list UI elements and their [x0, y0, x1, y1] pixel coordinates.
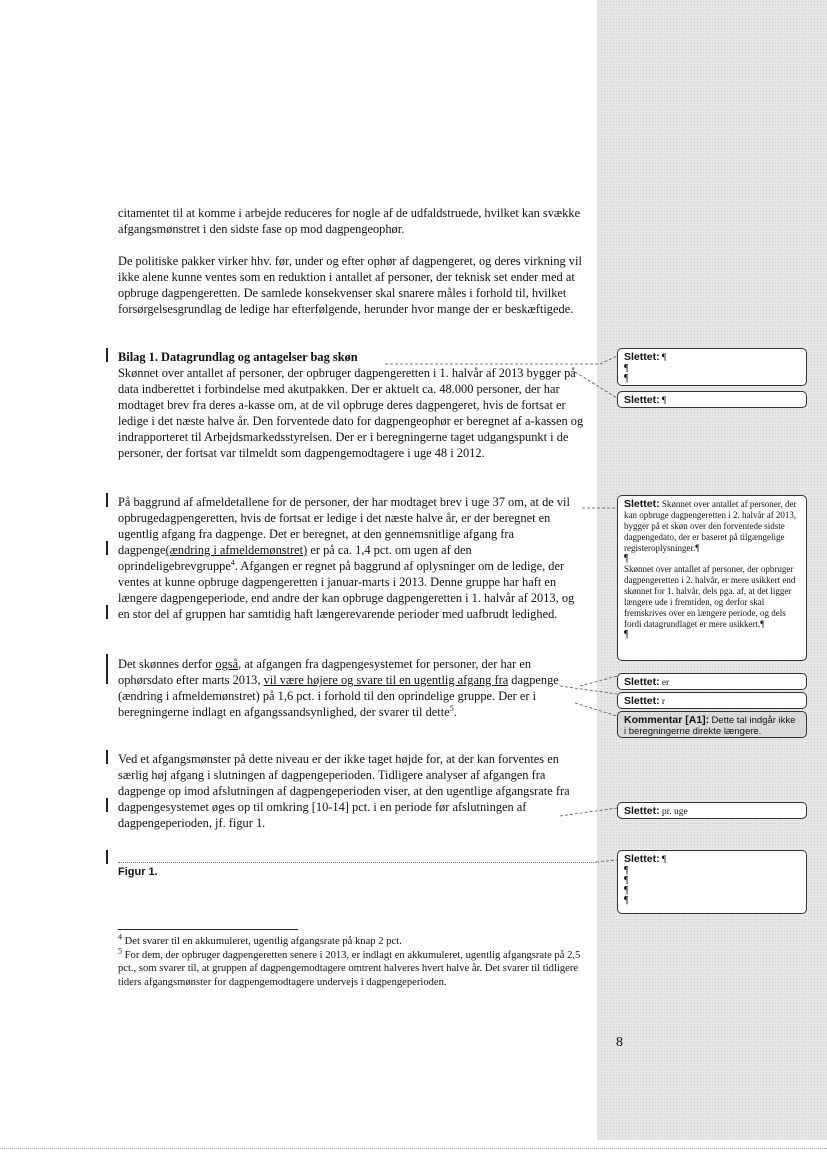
balloon-value: ¶: [661, 353, 667, 363]
balloon-tag: Slettet:: [624, 498, 660, 510]
footnote-number: 5: [118, 945, 122, 955]
footnote-ref[interactable]: 5: [449, 703, 454, 713]
footnote-number: 4: [118, 932, 122, 942]
balloon-value: er: [661, 678, 670, 688]
pilcrow: ¶: [624, 553, 629, 564]
balloon-value: ¶: [661, 855, 667, 865]
balloon-tag: Slettet:: [624, 695, 660, 707]
pilcrow: ¶: [624, 875, 629, 886]
pilcrow: ¶: [624, 629, 629, 640]
pilcrow: ¶: [624, 895, 629, 906]
balloon-tag: Slettet:: [624, 394, 660, 406]
balloon-value: Skønnet over antallet af personer, der opbruger dagpengeretten i 2. halvår, er mere usikkert end skønnet for 1. halvår, dels pga. af, at det ligger længere ude i fremtiden, og derfor skal fremskrives over en længere periode, og dels fordi datagrundlaget er mere usikkert.¶: [624, 564, 796, 629]
paragraph-text: Skønnet over antallet af personer, der opbruger dagpengeretten i 1. halvår af 2013 bygger på data indberettet i forbindelse med akutpakken. Der er aktuelt ca. 48.000 personer, der har modtaget brev fra deres a-kasse om, at de vil opbruge deres dagpengeret, hvis de fortsat er ledige i det næste halve år. Den forventede dato for dagpengeophør er beregnet af a-kassen og indrapporteret til Arbejdsmarkedsstyrelsen. Der er i beregningerne taget udgangspunkt i de personer, der fortsat var tilmeldt som dagpengemodtagere i uge 48 i 2012.: [118, 366, 584, 460]
connector-line: [580, 676, 617, 686]
pilcrow: ¶: [624, 885, 629, 896]
inserted-text: også: [215, 657, 239, 671]
balloon-value: Skønnet over antallet af personer, der kan opbruge dagpengeretten i 2. halvår af 2013, bygger på et skøn over den forventede sidste dagpengedato, der er baseret på tilgængelige registeroplysninger.¶: [624, 499, 797, 553]
figure-label: Figur 1.: [118, 866, 158, 878]
connector-line: [575, 372, 617, 398]
deletion-balloon[interactable]: [617, 348, 807, 386]
footnote: $^4$ Det svarer til en akkumuleret, ugentlig afgangsrate på knap 2 pct.: [118, 932, 402, 947]
balloon-value: pr. uge: [661, 807, 688, 817]
deletion-balloon[interactable]: [617, 692, 807, 709]
balloon-tag: Slettet:: [624, 805, 660, 817]
paragraph-text: Ved et afgangsmønster på dette niveau er der ikke taget højde for, at der kan forventes en særlig høj afgang i slutningen af dagpengeperioden. Tidligere analyser af afgangen fra dagpenge op imod afslutningen af dagpengeperioden viser, at den ugentlige afgangsrate fra dagpengesystemet øges op til omkring [10-14] pct. i en periode før afslutningen af dagpengeperioden, jf. figur 1.: [118, 752, 570, 830]
connector-line: [575, 703, 617, 716]
page-number: 8: [616, 1035, 623, 1050]
deletion-balloon-long[interactable]: [617, 495, 807, 661]
balloon-value: ¶: [661, 396, 667, 406]
footnote: $^5$ For dem, der opbruger dagpengeretten senere i 2013, er indlagt en akkumuleret, ugentlig afgangsrate på 2,5 pct., som svarer til, at gruppen af dagpengemodtagere omtrent halveres hvert halve år. Det svarer til tidligere tiders afgangsmønster for dagpengemodtagere undervejs i dagpengeperioden.: [118, 945, 581, 988]
comment-text: Dette tal indgår ikke i beregningerne direkte længere.: [624, 715, 796, 737]
heading-text: Bilag 1. Datagrundlag og antagelser bag skøn: [118, 350, 358, 364]
pilcrow: ¶: [624, 363, 629, 374]
balloon-tag: Slettet:: [624, 853, 660, 865]
paragraph-text: Det skønnes derfor også, at afgangen fra dagpengesystemet for personer, der har en ophørsdato efter marts 2013, vil være højere og svare til en ugentlig afgang fra dagpenge (ændring i afmeldemønstret) på 1,6 pct. i forhold til den oprindelige gruppe. Der er i beregningerne indlagt en afgangssandsynlighed, der svarer til dette$^5$.: [118, 657, 559, 719]
balloon-value: r: [661, 697, 666, 707]
deletion-balloon[interactable]: [617, 391, 807, 408]
balloon-tag: Slettet:: [624, 351, 660, 363]
comment-balloon[interactable]: [617, 711, 807, 738]
pilcrow: ¶: [624, 373, 629, 384]
connector-line: [385, 356, 617, 364]
paragraph-text: De politiske pakker virker hhv. før, under og efter ophør af dagpengeret, og deres virkning vil ikke alene kunne ventes som en reduktion i antallet af personer, der teknisk set ender med at opbruge dagpengeretten. De samlede konsekvenser skal snarere måles i forhold til, hvilket forsørgelsesgrundlag de ledige har efterfølgende, herunder hvor mange der er beskæftigede.: [118, 254, 582, 316]
inserted-text: (ændring i afmeldemønstret): [165, 543, 308, 557]
pilcrow: ¶: [624, 865, 629, 876]
deletion-balloon[interactable]: [617, 673, 807, 690]
connector-line: [596, 860, 617, 862]
balloon-tag: Kommentar [A1]:: [624, 714, 710, 726]
deletion-balloon[interactable]: [617, 850, 807, 914]
paragraph-text: citamentet til at komme i arbejde reduceres for nogle af de udfaldstruede, hvilket kan svække afgangsmønstret i den sidste fase op mod dagpengeophør.: [118, 206, 581, 236]
inserted-text: vil være højere og svare til en ugentlig afgang fra: [263, 673, 509, 687]
balloon-tag: Slettet:: [624, 676, 660, 688]
deletion-balloon[interactable]: [617, 802, 807, 819]
footnote-ref[interactable]: 4: [230, 557, 235, 567]
connector-line: [560, 808, 617, 816]
connector-line: [560, 686, 617, 694]
paragraph-text: På baggrund af afmeldetallene for de personer, der har modtaget brev i uge 37 om, at de vil opbrugedagpengeretten, hvis de fortsat er ledige i det næste halve år, er der beregnet en ugentlig afgang fra dagpenge. Det er beregnet, at den gennemsnitlige afgang fra dagpenge(ændring i afmeldemønstret) er på ca. 1,4 pct. om ugen af den oprindeligebrevgruppe$^4$. Afgangen er regnet på baggrund af oplysninger om de ledige, der ventes at kunne opbruge dagpengeretten i januar-marts i 2013. Denne gruppe har haft en længere dagpengeperiode, end andre der kan opbruge dagpengeretten i 1. halvår af 2013, og en stor del af gruppen har samtidig haft længerevarende perioder med uafbrudt ledighed.: [118, 495, 575, 621]
